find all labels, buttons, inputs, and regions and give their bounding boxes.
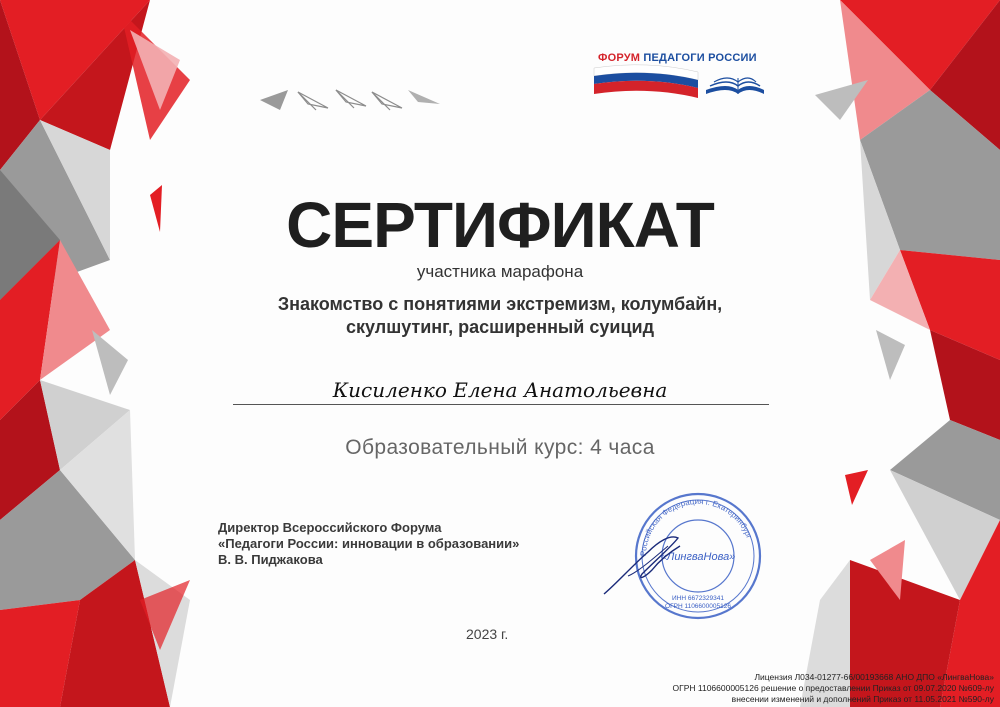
stamp-ogrn: ОГРН 1106600005126: [665, 603, 731, 610]
course-duration: Образовательный курс: 4 часа: [345, 436, 655, 459]
name-underline: [233, 404, 769, 405]
license-line-2: ОГРН 1106600005126 решение о предоставлении Приказ от 09.07.2020 №609-лу: [672, 683, 994, 693]
certificate-title: СЕРТИФИКАТ: [286, 189, 714, 261]
topic-line-2: скулшутинг, расширенный суицид: [345, 317, 655, 337]
director-forum: «Педагоги России: инновации в образовании»: [218, 536, 520, 551]
director-block: [218, 520, 519, 568]
stamp-center-text: «ЛингваНова»: [660, 551, 736, 563]
paper-planes-icon: [258, 84, 448, 114]
issue-year: 2023 г.: [466, 626, 509, 642]
stamp-inn: ИНН 6672329341: [671, 595, 725, 602]
certificate-subtitle: участника марафона: [416, 262, 584, 281]
recipient-name: Кисиленко Елена Анатольевна: [332, 378, 668, 402]
svg-text:Российская Федерация г. Екатер: [639, 497, 754, 556]
stamp-ring-text: Российская Федерация г. Екатеринбург: [638, 496, 754, 557]
director-name: В. В. Пиджакова: [218, 552, 323, 567]
forum-logo: [588, 50, 768, 106]
license-line-1: Лицензия Л034-01277-66/00193668 АНО ДПО «ЛингваНова»: [754, 672, 994, 682]
topic-line-1: Знакомство с понятиями экстремизм, колумбайн,: [277, 294, 723, 314]
license-line-3: внесении изменений и дополнений Приказ от 11.05.2021 №590-лу: [731, 694, 994, 704]
license-info: [672, 672, 994, 705]
official-stamp: [598, 486, 788, 626]
marathon-topic: [0, 293, 1000, 339]
logo-title: ФОРУМ ПЕДАГОГИ РОССИИ: [598, 52, 757, 64]
director-title: Директор Всероссийского Форума: [218, 520, 442, 535]
